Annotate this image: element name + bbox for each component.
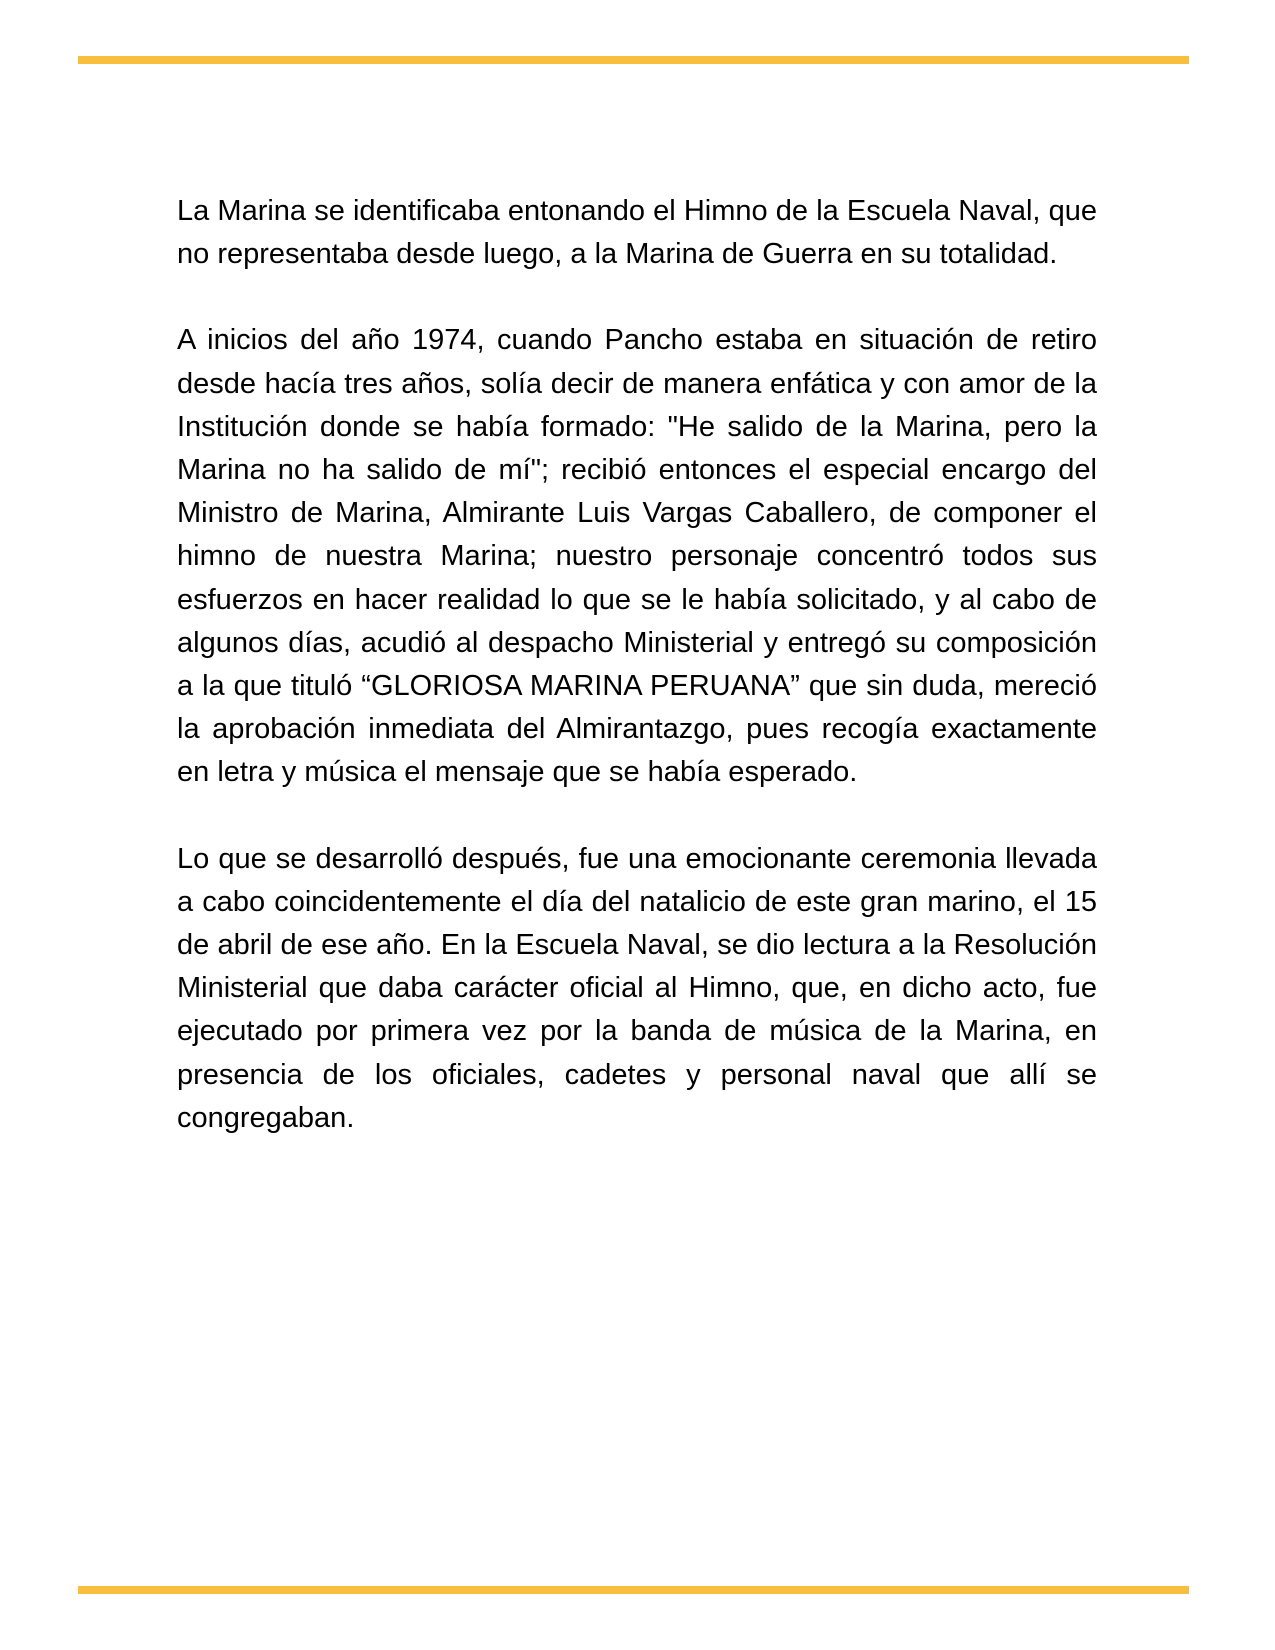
- paragraph-3: Lo que se desarrolló después, fue una emocionante ceremonia llevada a cabo coincidentemente el día del natalicio de este gran marino, el 15 de abril de ese año. En la Escuela Naval, se dio lectura a la Resolución Ministerial que daba carácter oficial al Himno, que, en dicho acto, fue ejecutado por primera vez por la banda de música de la Marina, en presencia de los oficiales, cadetes y personal naval que allí se congregaban.: [177, 842, 1097, 1134]
- body-text: [177, 190, 1097, 1140]
- paragraph-2: A inicios del año 1974, cuando Pancho estaba en situación de retiro desde hacía tres años, solía decir de manera enfática y con amor de la Institución donde se había formado: "He salido de la Marina, pero la Marina no ha salido de mí"; recibió entonces el especial encargo del Ministro de Marina, Almirante Luis Vargas Caballero, de componer el himno de nuestra Marina; nuestro personaje concentró todos sus esfuerzos en hacer realidad lo que se le había solicitado, y al cabo de algunos días, acudió al despacho Ministerial y entregó su composición a la que tituló “GLORIOSA MARINA PERUANA” que sin duda, mereció la aprobación inmediata del Almirantazgo, pues recogía exactamente en letra y música el mensaje que se había esperado.: [177, 324, 1097, 789]
- bottom-divider: [78, 1586, 1189, 1594]
- top-divider: [78, 56, 1189, 64]
- paragraph-1: La Marina se identificaba entonando el Himno de la Escuela Naval, que no representaba desde luego, a la Marina de Guerra en su totalidad.: [177, 195, 1097, 271]
